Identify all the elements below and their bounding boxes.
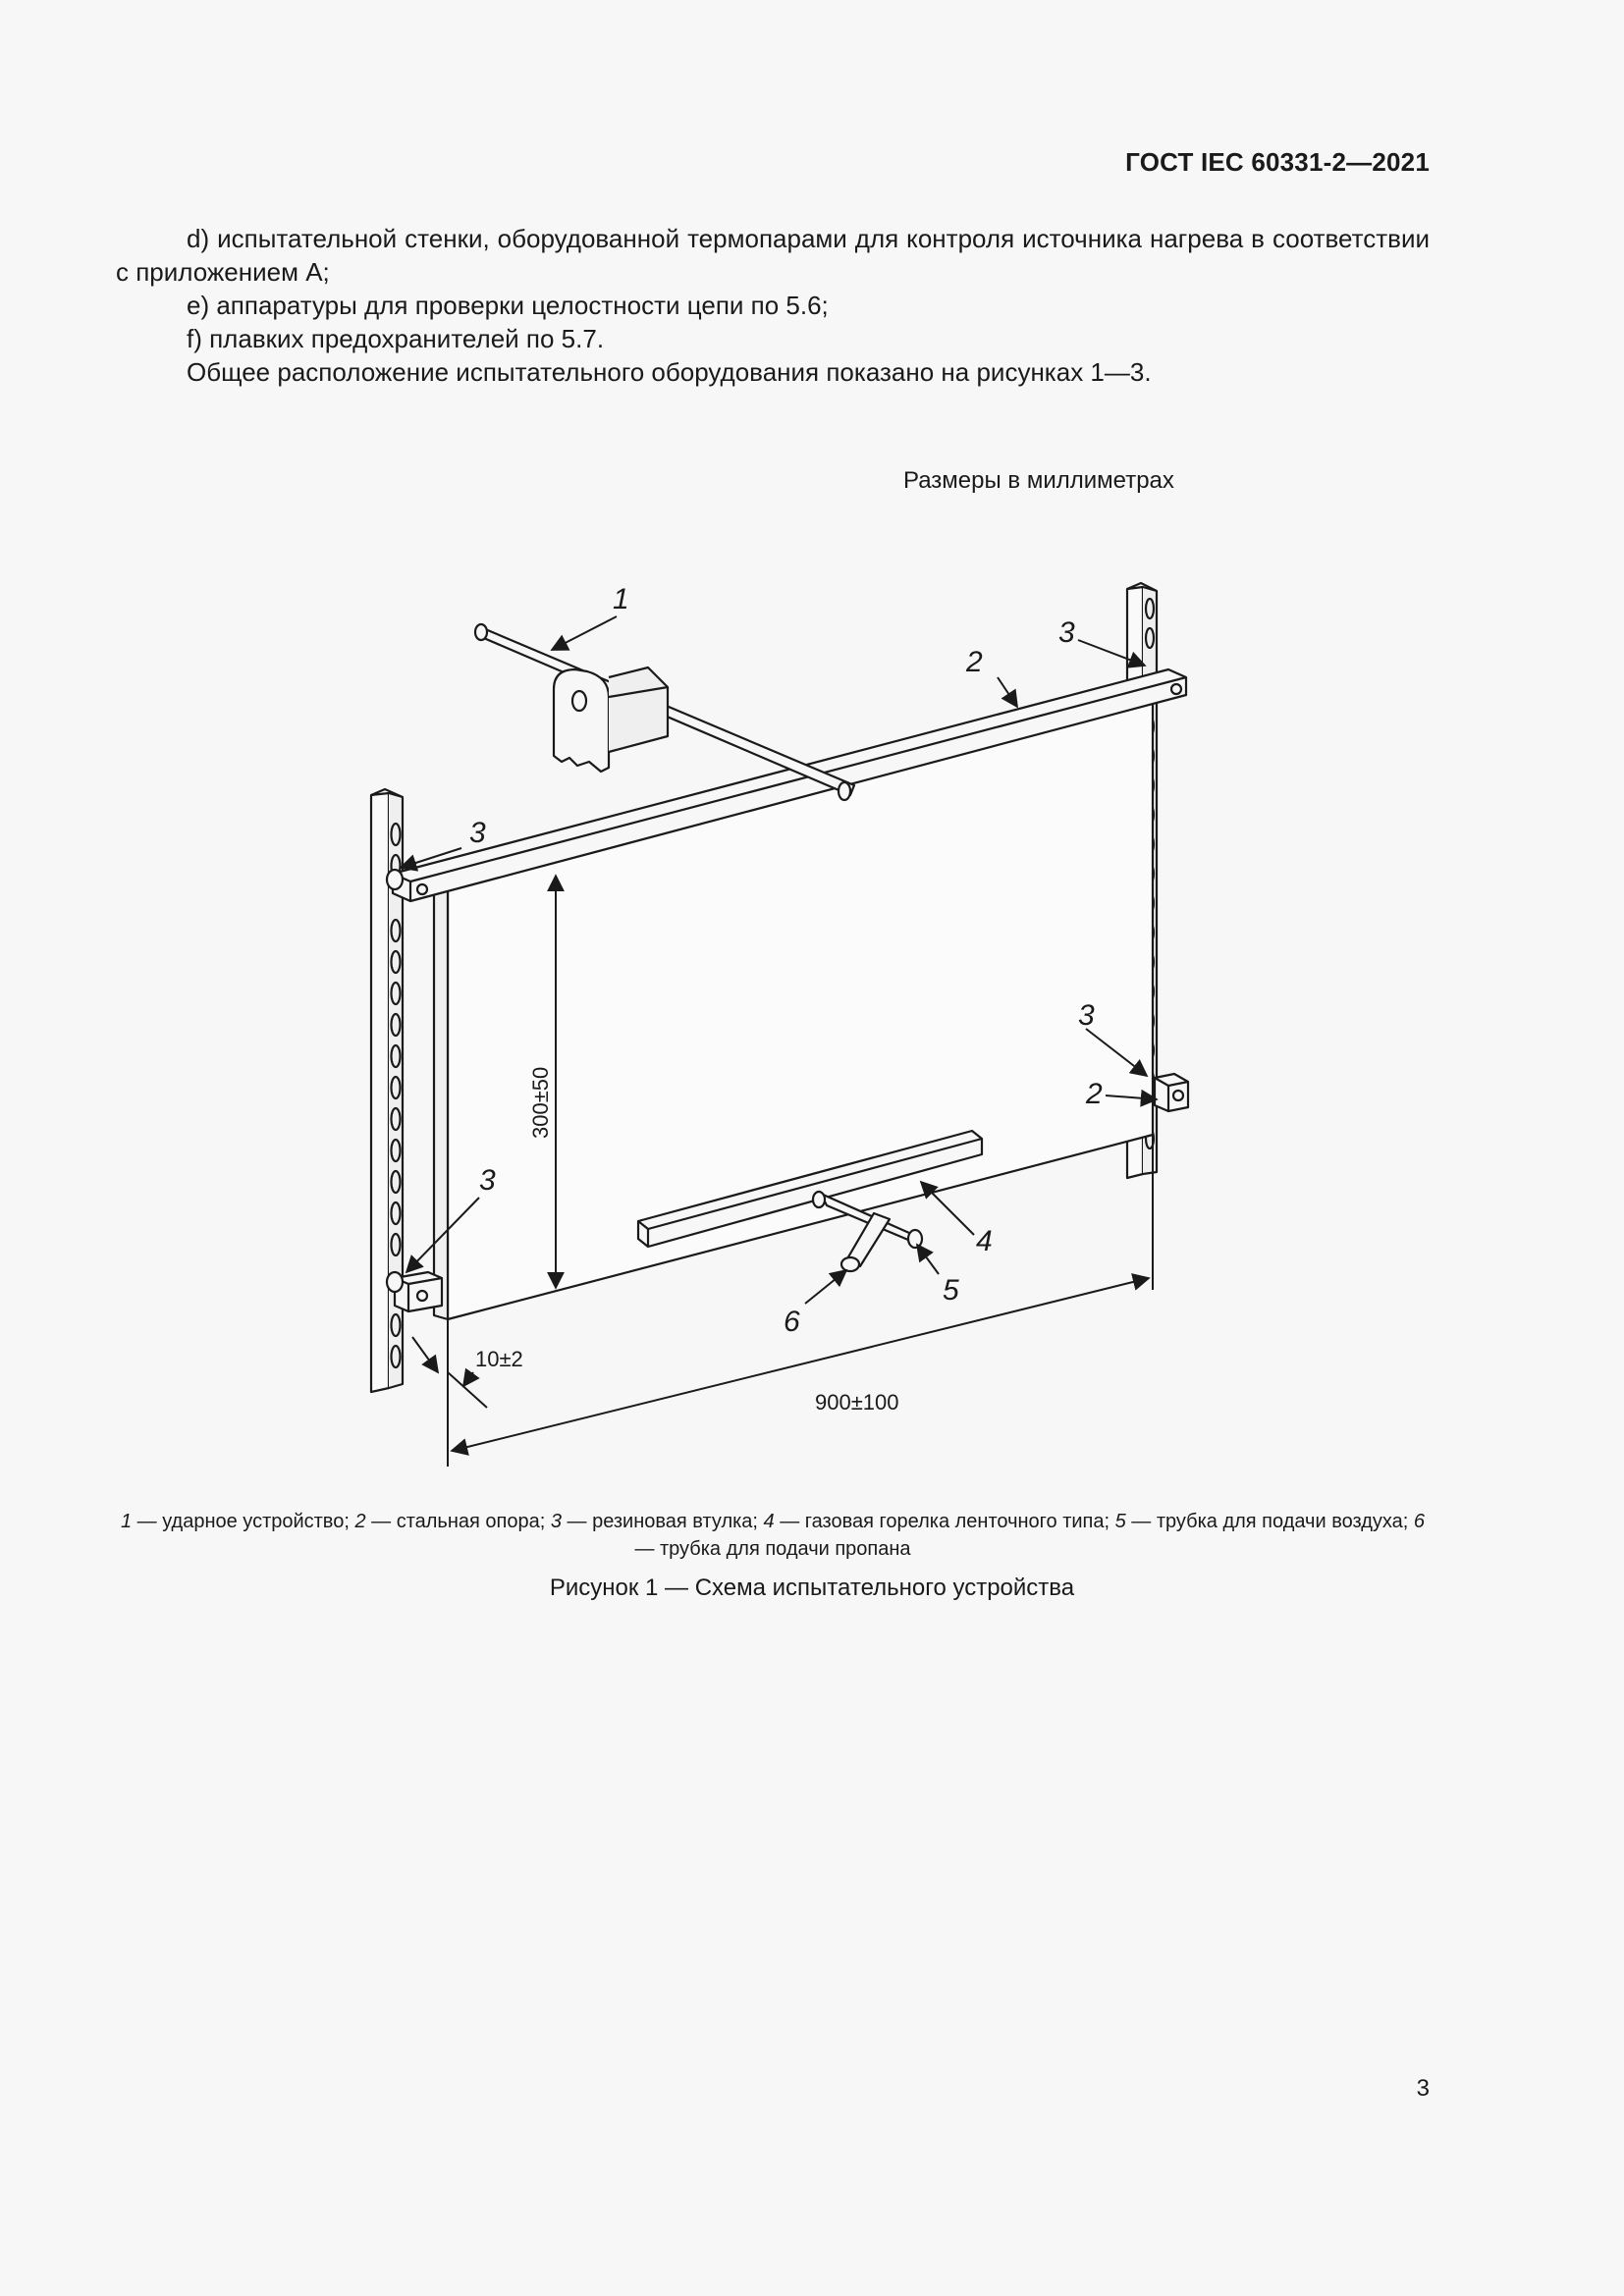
- legend-text-1: — ударное устройство;: [132, 1511, 355, 1532]
- dimension-length: 900±100: [815, 1390, 899, 1415]
- legend-num-1: 1: [120, 1511, 133, 1532]
- label-steel-support-top: 2: [966, 646, 983, 678]
- legend-num-5: 5: [1114, 1511, 1126, 1532]
- label-bushing-mid-right: 3: [1078, 999, 1095, 1032]
- label-bushing-bottom-left: 3: [479, 1164, 496, 1197]
- label-bushing-top-left: 3: [469, 817, 486, 849]
- figure-caption: Рисунок 1 — Схема испытательного устройства: [549, 1575, 1075, 1601]
- legend-num-3: 3: [550, 1511, 562, 1532]
- legend-text-3: — резиновая втулка;: [561, 1511, 764, 1532]
- label-propane-tube: 6: [784, 1306, 800, 1338]
- figure-legend: [116, 1508, 1430, 1563]
- paragraph-general: Общее расположение испытательного оборудования показано на рисунках 1—3.: [187, 357, 1152, 387]
- legend-text-6: — трубка для подачи пропана: [634, 1538, 911, 1560]
- legend-text-4: — газовая горелка ленточного типа;: [774, 1511, 1115, 1532]
- legend-num-6: 6: [1413, 1511, 1426, 1532]
- legend-num-4: 4: [763, 1511, 775, 1532]
- label-burner: 4: [976, 1225, 993, 1257]
- units-note: Размеры в миллиметрах: [903, 467, 1174, 494]
- dimension-height: 300±50: [528, 1066, 553, 1139]
- legend-num-2: 2: [354, 1511, 366, 1532]
- page-number: 3: [1416, 2075, 1430, 2102]
- paragraph-f: f) плавких предохранителей по 5.7.: [187, 324, 605, 353]
- legend-text-5: — трубка для подачи воздуха;: [1125, 1511, 1414, 1532]
- paragraph-d: d) испытательной стенки, оборудованной термопарами для контроля источника нагрева в соответствии с приложением А;: [116, 224, 1430, 287]
- top-left-bushing: [387, 870, 403, 889]
- dimension-offset: 10±2: [475, 1347, 523, 1371]
- label-impact-device: 1: [613, 583, 629, 615]
- label-air-tube: 5: [943, 1274, 959, 1307]
- bottom-left-clamp: [387, 1272, 442, 1311]
- paragraph-e: e) аппаратуры для проверки целостности цепи по 5.6;: [187, 291, 829, 320]
- standard-header: ГОСТ IEC 60331-2—2021: [1125, 147, 1430, 177]
- legend-text-2: — стальная опора;: [365, 1511, 551, 1532]
- right-mid-clamp: [1155, 1074, 1188, 1111]
- label-bushing-top-right: 3: [1058, 616, 1075, 649]
- label-steel-support-right: 2: [1086, 1078, 1103, 1110]
